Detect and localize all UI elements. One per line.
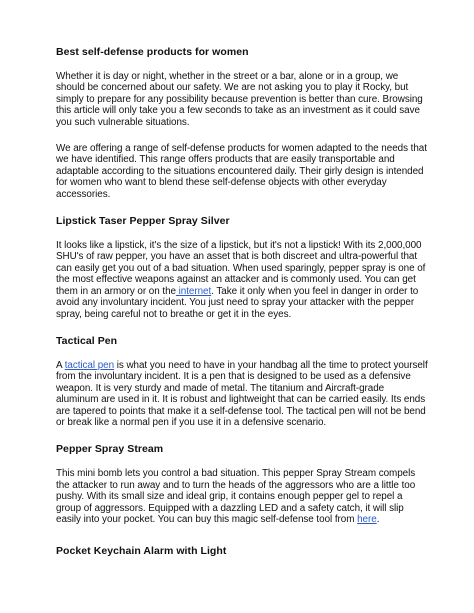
section-heading-pepper-spray-stream: Pepper Spray Stream: [56, 443, 164, 456]
tactical-pen-paragraph: [56, 360, 428, 428]
tactical-pen-link[interactable]: tactical pen: [64, 359, 115, 371]
lipstick-text-before: It looks like a lipstick, it's the size of a lipstick, but it's not a lipstick! With its 2,000,000 SHU's of raw pepper, you have an asset that is both discreet and ultra-powerful that can easily get you out of a bad situation. When used sparingly, pepper spray is one of the most effective weapons against an attacker and is commonly used. You can get them in an armory or on the: [56, 240, 426, 297]
pepper-spray-stream-paragraph: [56, 468, 428, 525]
here-link[interactable]: here: [357, 513, 377, 525]
document-body: [56, 46, 428, 558]
lipstick-text-after: . Take it only when you feel in danger in order to avoid any involuntary incident. You just need to spray your attacker with the pepper spray, being careful not to breathe or get it in the eyes.: [56, 285, 419, 320]
document-title: Best self-defense products for women: [56, 46, 249, 58]
section-heading-pocket-keychain-alarm: Pocket Keychain Alarm with Light: [56, 545, 227, 558]
intro-paragraph-1: Whether it is day or night, whether in the street or a bar, alone or in a group, we should be concerned about our safety. We are not asking you to play it Rocky, but simply to prepare for any possibility because prevention is better than cure. Browsing this article will only take you a few seconds to take as an investment as it could save you such vulnerable situations.: [56, 71, 423, 128]
tactical-pen-text-before: A: [56, 359, 65, 371]
section-heading-lipstick-taser: Lipstick Taser Pepper Spray Silver: [56, 215, 230, 228]
intro-paragraph-2: We are offering a range of self-defense products for women adapted to the needs that we have identified. This range offers products that are easily transportable and adaptable according to the situations encountered daily. Their girly design is intended for women who want to blend these self-defense objects with other everyday accessories.: [56, 143, 427, 200]
internet-link[interactable]: internet: [175, 285, 212, 297]
tactical-pen-text-after: is what you need to have in your handbag all the time to protect yourself from the involuntary incident. It is a pen that is designed to be used as a defensive weapon. It is very sturdy and made of metal. The titanium and Aircraft-grade aluminum are used in it. It is robust and lightweight that can be carried easily. Its ends are tapered to points that make it a self-defense tool. The tactical pen will not be bend or break like a normal pen if you use it in a defensive scenario.: [56, 359, 428, 428]
section-heading-tactical-pen: Tactical Pen: [56, 334, 118, 347]
lipstick-taser-paragraph: [56, 240, 428, 320]
pepper-spray-text-before: This mini bomb lets you control a bad situation. This pepper Spray Stream compels the attacker to run away and to turn the heads of the aggressors who are a little too pushy. With its small size and ideal grip, it contains enough pepper gel to repel a group of aggressors. Equipped with a dazzling LED and a safety catch, it will slip easily into your pocket. You can buy this magic self-defense tool from: [56, 468, 416, 525]
pepper-spray-text-after: .: [376, 513, 380, 525]
